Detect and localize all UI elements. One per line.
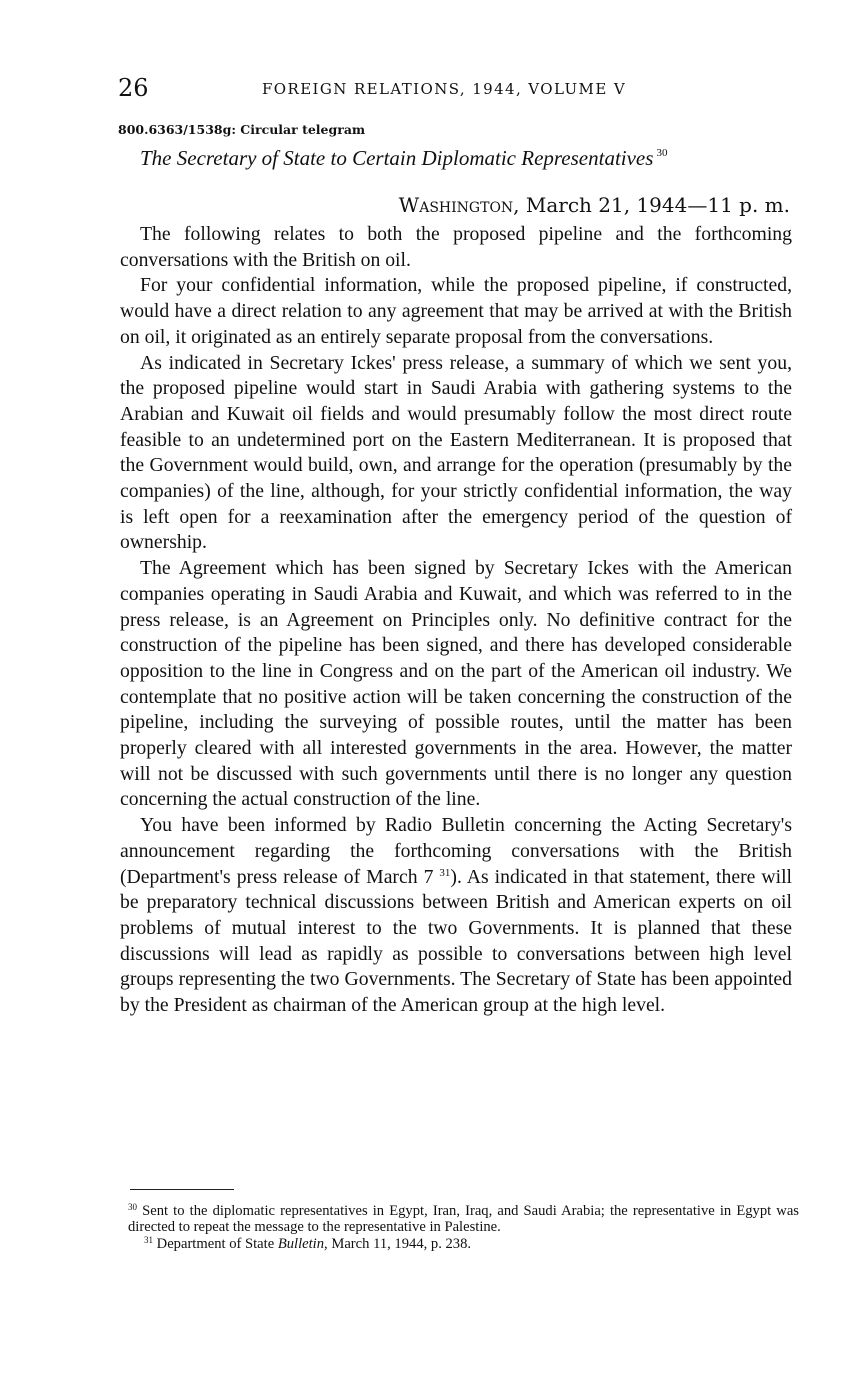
page-number: 26 [118, 74, 149, 102]
paragraph: The following relates to both the proposed pipeline and the forthcoming conversations with the British on oil. [120, 223, 792, 271]
title-footnote-mark: 30 [656, 147, 668, 159]
paragraph-text: ). As indicated in that statement, there will be preparatory technical discussions between British and American experts on oil problems of mutual interest to the two Governments. It is planned that these discussions will lead as rapidly as possible to conversations between high level groups representing the two Governments. The Secretary of State has been appointed by the President as chairman of the American group at the high level. [120, 865, 793, 1017]
paragraph [120, 813, 792, 1019]
dateline-place: Washington [398, 193, 514, 217]
footnote-text: , March 11, 1944, p. 238. [324, 1235, 472, 1252]
paragraph: The Agreement which has been signed by Secretary Ickes with the American companies operating in Saudi Arabia and Kuwait, and which was referred to in the press release, is an Agreement on Principles only. No definitive contract for the construction of the pipeline has been signed, and there has developed considerable opposition to the line in Congress and on the part of the American oil industry. We contemplate that no positive action will be taken concerning the construction of the pipeline, including the surveying of possible routes, until the matter has been properly cleared with all interested governments in the area. However, the matter will not be discussed with such governments until there is no longer any question concerning the actual construction of the line. [120, 557, 792, 811]
footnote-mark: 31 [144, 1234, 153, 1245]
footnote [128, 1236, 799, 1252]
document-title-text: The Secretary of State to Certain Diplomatic Representatives [140, 146, 654, 170]
footnotes [128, 1203, 799, 1252]
running-head: FOREIGN RELATIONS, 1944, VOLUME V [262, 80, 627, 98]
paragraph-text: You have been informed by Radio Bulletin concerning the Acting Secretary's announcement regarding the forthcoming conversations with the British (Department's press release of March 7 [120, 814, 792, 888]
footnote-reference: 31 [439, 866, 451, 879]
file-reference: 800.6363/1538g: Circular telegram [118, 122, 366, 137]
dateline [399, 193, 790, 217]
footnote [128, 1203, 799, 1236]
telegram-body [120, 222, 792, 1019]
document-title [140, 146, 667, 171]
dateline-date: , March 21, 1944—11 p. m. [513, 193, 790, 217]
footnote-text: Sent to the diplomatic representatives in Egypt, Iran, Iraq, and Saudi Arabia; the representative in Egypt was directed to repeat the message to the representative in Palestine. [128, 1203, 799, 1236]
paragraph: As indicated in Secretary Ickes' press release, a summary of which we sent you, the proposed pipeline would start in Saudi Arabia with gathering systems to the Arabian and Kuwait oil fields and would presumably follow the most direct route feasible to an undetermined port on the Eastern Mediterranean. It is proposed that the Government would build, own, and arrange for the operation (presumably by the companies) of the line, although, for your strictly confidential information, the way is left open for a reexamination after the emergency period of the question of ownership. [120, 351, 792, 554]
footnote-text: Department of State [156, 1235, 278, 1252]
footnote-mark: 30 [128, 1202, 137, 1212]
paragraph: For your confidential information, while the proposed pipeline, if constructed, would have a direct relation to any agreement that may be arrived at with the British on oil, it originated as an entirely separate proposal from the conversations. [120, 274, 792, 348]
footnote-divider [130, 1189, 234, 1190]
publication-title: Bulletin [277, 1235, 325, 1252]
